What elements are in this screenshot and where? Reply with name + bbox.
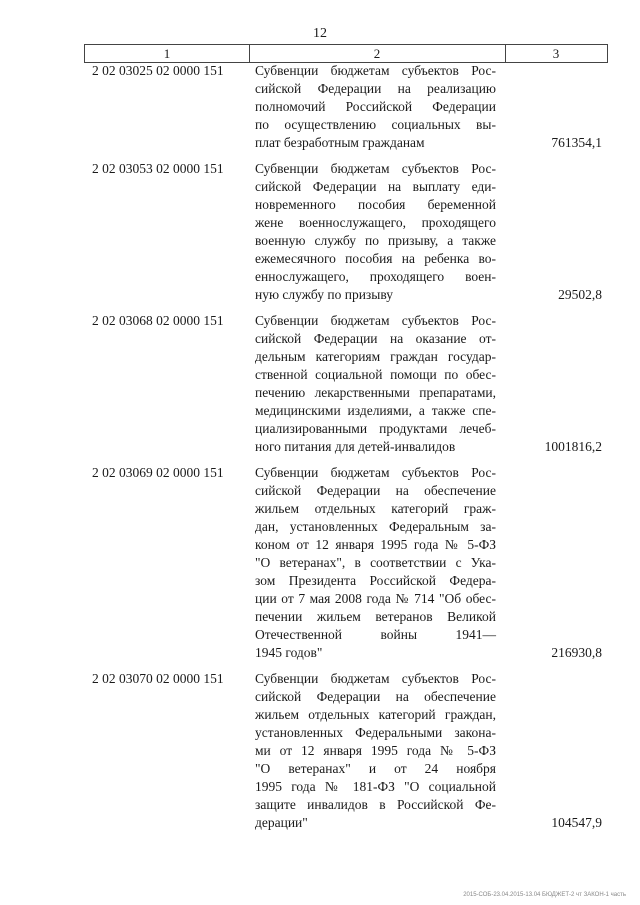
description-line: новременного пособия беременной [255, 197, 496, 212]
description-line: печении жильем ветеранов Великой [255, 609, 496, 624]
description-line: дан, установленных Федеральным за- [255, 519, 496, 534]
description-line: Субвенции бюджетам субъектов Рос- [255, 671, 496, 686]
description-line: жене военнослужащего, проходящего [255, 215, 496, 230]
description-line: Субвенции бюджетам субъектов Рос- [255, 161, 496, 176]
description-line: ежемесячного пособия на ребенка во- [255, 251, 496, 266]
amount: 1001816,2 [544, 439, 602, 454]
amount: 761354,1 [551, 135, 602, 150]
description-line: сийской Федерации на обеспечение [255, 689, 496, 704]
budget-code: 2 02 03069 02 0000 151 [92, 465, 224, 480]
description-line: коном от 12 января 1995 года № 5-ФЗ [255, 537, 496, 552]
description-line: защите инвалидов в Российской Фе- [255, 797, 496, 812]
description-line: сийской Федерации на оказание от- [255, 331, 496, 346]
budget-code: 2 02 03025 02 0000 151 [92, 63, 224, 78]
description-line: еннослужащего, проходящего воен- [255, 269, 496, 284]
page-number: 12 [313, 26, 327, 41]
description-line: Субвенции бюджетам субъектов Рос- [255, 313, 496, 328]
table-row [0, 160, 640, 304]
subvention-description [255, 160, 496, 304]
description-line: сийской Федерации на выплату еди- [255, 179, 496, 194]
description-line: дельным категориям граждан государ- [255, 349, 496, 364]
description-line: дерации" [255, 815, 308, 830]
amount: 216930,8 [551, 645, 602, 660]
description-line: "О ветеранах" и от 24 ноября [255, 761, 496, 776]
description-line: Субвенции бюджетам субъектов Рос- [255, 465, 496, 480]
budget-code: 2 02 03053 02 0000 151 [92, 161, 224, 176]
table-row [0, 670, 640, 832]
amount: 104547,9 [551, 815, 602, 830]
budget-code: 2 02 03068 02 0000 151 [92, 313, 224, 328]
column-header-1: 1 [85, 45, 250, 62]
subvention-description [255, 312, 496, 456]
description-line: жильем отдельных категорий граждан, [255, 707, 496, 722]
description-line: военную службу по призыву, а также [255, 233, 496, 248]
description-line: плат безработным гражданам [255, 135, 425, 150]
budget-code: 2 02 03070 02 0000 151 [92, 671, 224, 686]
description-line: по осуществлению социальных вы- [255, 117, 496, 132]
description-line: ную службу по призыву [255, 287, 393, 302]
table-row [0, 312, 640, 456]
budget-table [0, 62, 640, 832]
description-line: установленных Федеральными закона- [255, 725, 496, 740]
description-line: ми от 12 января 1995 года № 5-ФЗ [255, 743, 496, 758]
description-line: 1995 года № 181-ФЗ "О социальной [255, 779, 496, 794]
description-line: медицинскими изделиями, а также спе- [255, 403, 496, 418]
description-line: циализированными продуктами лечеб- [255, 421, 496, 436]
description-line: ции от 7 мая 2008 года № 714 "Об обес- [255, 591, 496, 606]
subvention-description [255, 670, 496, 832]
description-line: ного питания для детей-инвалидов [255, 439, 456, 454]
description-line: полномочий Российской Федерации [255, 99, 496, 114]
description-line: сийской Федерации на обеспечение [255, 483, 496, 498]
document-footer-id: 2015-СОБ-23.04.2015-13.04 БЮДЖЕТ-2 чт ЗАКОН-1 часть [463, 892, 626, 898]
description-line: "О ветеранах", в соответствии с Ука- [255, 555, 496, 570]
description-line: печению лекарственными препаратами, [255, 385, 496, 400]
column-header [84, 44, 608, 63]
table-row [0, 464, 640, 662]
description-line: Субвенции бюджетам субъектов Рос- [255, 63, 496, 78]
description-line: жильем отдельных категорий граж- [255, 501, 496, 516]
description-line: зом Президента Российской Федера- [255, 573, 496, 588]
description-line: сийской Федерации на реализацию [255, 81, 496, 96]
column-header-2: 2 [249, 45, 506, 62]
subvention-description [255, 62, 496, 152]
column-header-3: 3 [552, 46, 560, 61]
description-line: ственной социальной помощи по обес- [255, 367, 496, 382]
table-row [0, 62, 640, 152]
subvention-description [255, 464, 496, 662]
amount: 29502,8 [558, 287, 602, 302]
description-line: 1945 годов" [255, 645, 323, 660]
description-line: Отечественной войны 1941— [255, 627, 496, 642]
